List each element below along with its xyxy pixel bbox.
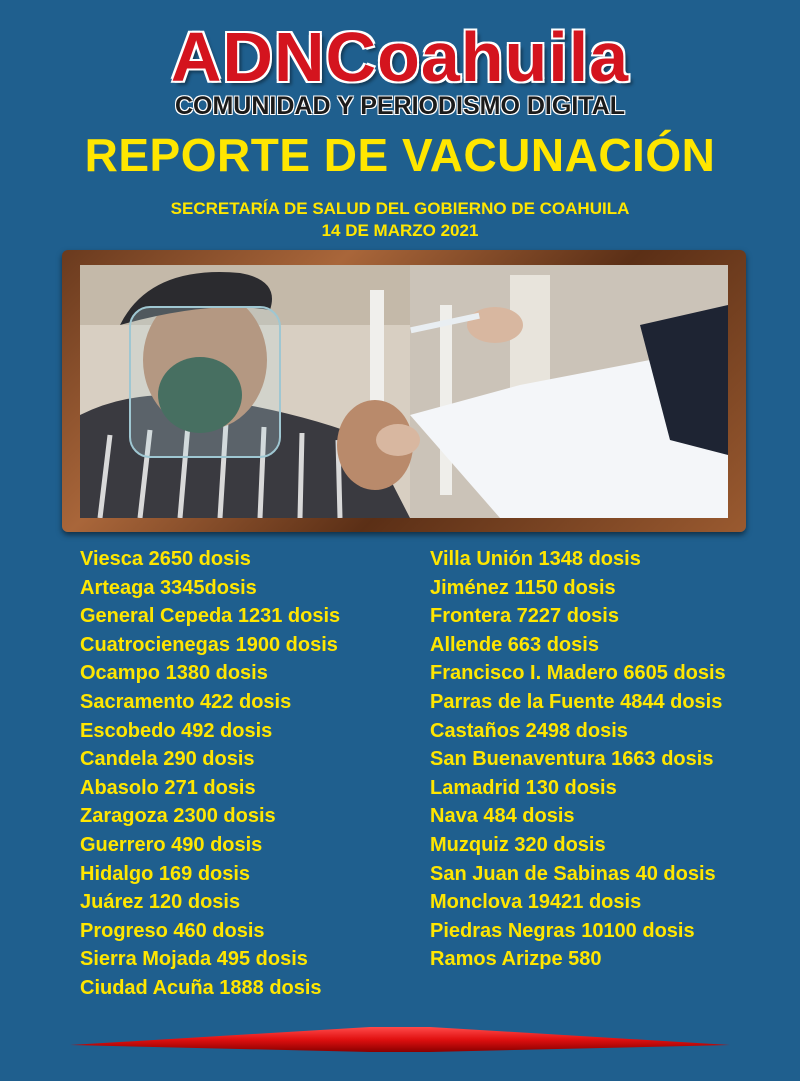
list-item: Parras de la Fuente 4844 dosis: [430, 690, 723, 713]
list-item: Juárez 120 dosis: [80, 891, 241, 914]
decorative-red-bar: [70, 1025, 730, 1053]
list-item: Viesca 2650 dosis: [80, 548, 251, 570]
list-item: Guerrero 490 dosis: [80, 833, 263, 856]
vaccination-photo: [80, 265, 728, 518]
list-item: San Buenaventura 1663 dosis: [430, 748, 714, 771]
list-item: Progreso 460 dosis: [80, 919, 265, 942]
list-item: Sacramento 422 dosis: [80, 690, 292, 713]
municipality-list-left: [80, 545, 340, 1003]
subtitle: [0, 198, 800, 242]
list-item: Zaragoza 2300 dosis: [80, 805, 276, 828]
page-title: REPORTE DE VACUNACIÓN: [84, 129, 716, 181]
list-item: San Juan de Sabinas 40 dosis: [430, 862, 716, 885]
list-item: Villa Unión 1348 dosis: [430, 548, 641, 570]
list-item: Candela 290 dosis: [80, 748, 255, 771]
list-item: Monclova 19421 dosis: [430, 891, 642, 914]
list-item: Jiménez 1150 dosis: [430, 576, 616, 599]
list-item: Francisco I. Madero 6605 dosis: [430, 662, 726, 685]
subtitle-line-source: SECRETARÍA DE SALUD DEL GOBIERNO DE COAHUILA: [170, 199, 630, 218]
list-item: Castaños 2498 dosis: [430, 719, 628, 742]
list-item: Lamadrid 130 dosis: [430, 776, 617, 799]
logo: ADNCoahuila: [170, 18, 630, 96]
vaccination-photo-illustration: [80, 265, 728, 518]
list-item: General Cepeda 1231 dosis: [80, 605, 341, 628]
list-item: Sierra Mojada 495 dosis: [80, 948, 308, 971]
tagline: COMUNIDAD Y PERIODISMO DIGITAL: [174, 92, 626, 120]
list-item: Allende 663 dosis: [430, 633, 599, 656]
list-item: Arteaga 3345dosis: [80, 576, 257, 599]
list-item: Piedras Negras 10100 dosis: [430, 919, 695, 942]
list-item: Ocampo 1380 dosis: [80, 662, 268, 685]
subtitle-line-date: 14 DE MARZO 2021: [321, 221, 479, 240]
list-item: Hidalgo 169 dosis: [80, 862, 251, 885]
list-item: Escobedo 492 dosis: [80, 719, 273, 742]
list-item: Muzquiz 320 dosis: [430, 833, 606, 856]
list-item: Frontera 7227 dosis: [430, 605, 619, 628]
list-item: Cuatrocienegas 1900 dosis: [80, 633, 338, 656]
list-item: Nava 484 dosis: [430, 805, 575, 828]
municipality-list-right: [430, 545, 726, 974]
list-item: Ramos Arizpe 580: [430, 948, 602, 971]
list-item: Ciudad Acuña 1888 dosis: [80, 976, 322, 999]
list-item: Abasolo 271 dosis: [80, 776, 256, 799]
